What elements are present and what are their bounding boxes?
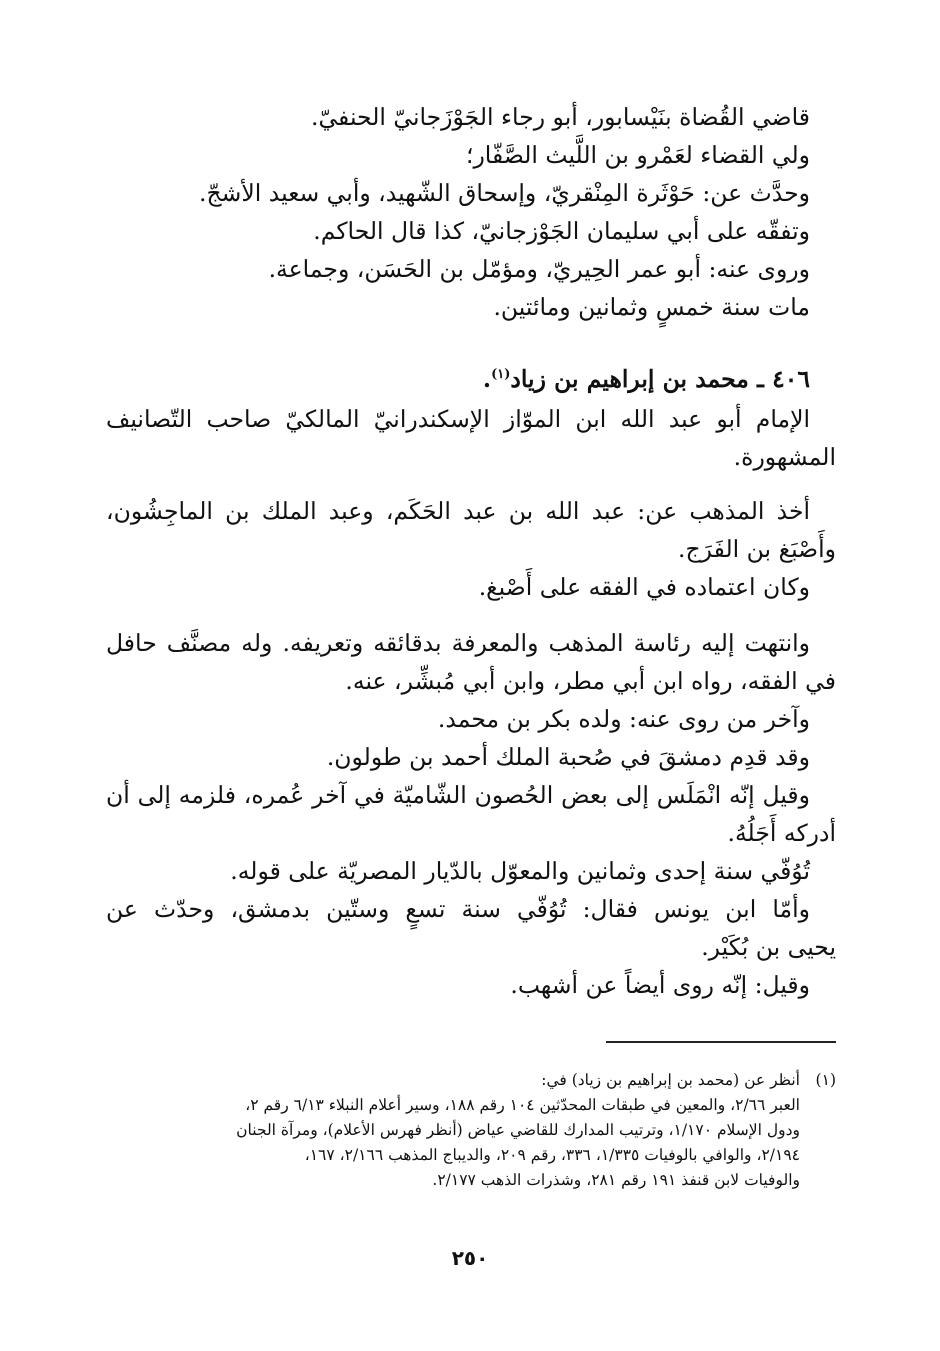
text-line: وروى عنه: أبو عمر الحِيريّ، ومؤمّل بن الحَسَن، وجماعة. [268, 255, 810, 283]
text-line: أدركه أَجَلُهُ. [727, 819, 836, 847]
footnote-text: ودول الإسلام ١/١٧٠، وترتيب المدارك للقاضي عياض (أنظر فهرس الأعلام)، ومرآة الجنان [236, 1121, 800, 1139]
entry-title-period: . [482, 365, 492, 393]
entry-title: ٤٠٦ ـ محمد بن إبراهيم بن زياد [510, 365, 810, 393]
entry-body [106, 492, 836, 606]
text-line: وتفقّه على أبي سليمان الجَوْزجانيّ، كذا قال الحاكم. [313, 217, 810, 245]
text-line: وقيل إنّه انْمَلَس إلى بعض الحُصون الشّاميّة في آخر عُمره، فلزمه إلى أن [106, 781, 810, 809]
footnotes [106, 1068, 836, 1193]
text-line: وأَصْبَغ بن الفَرَج. [678, 535, 836, 563]
text-line: في الفقه، رواه ابن أبي مطر، وابن أبي مُبشِّر، عنه. [345, 667, 836, 695]
text-line: وحدَّث عن: حَوْثَرة المِنْقريّ، وإسحاق الشّهيد، وأبي سعيد الأشجّ. [199, 179, 810, 207]
page-number: ٢٥٠ [451, 1246, 489, 1270]
text-line: قاضي القُضاة بنَيْسابور، أبو رجاء الجَوْزَجانيّ الحنفيّ. [311, 103, 810, 131]
text-line: وآخر من روى عنه: ولده بكر بن محمد. [437, 705, 810, 733]
footnote-marker: (١) [815, 1071, 836, 1089]
text-line: تُوُفّي سنة إحدى وثمانين والمعوّل بالدّيار المصريّة على قوله. [230, 857, 810, 885]
footnote-text: العبر ٢/٦٦، والمعين في طبقات المحدّثين ١٠٤ رقم ١٨٨، وسير أعلام النبلاء ٦/١٣ رقم ٢، [245, 1096, 800, 1114]
previous-entry-continuation [106, 98, 836, 326]
text-line: أخذ المذهب عن: عبد الله بن عبد الحَكَم، وعبد الملك بن الماجِشُون، [106, 497, 810, 525]
footnote-separator [606, 1041, 836, 1043]
text-line: المشهورة. [733, 443, 836, 471]
text-line: الإمام أبو عبد الله ابن الموّاز الإسكندرانيّ المالكيّ صاحب التّصانيف [106, 405, 810, 433]
text-line: يحيى بن بُكَيْر. [701, 933, 836, 961]
text-line: ولي القضاء لعَمْرو بن اللَّيث الصَّفّار؛ [465, 141, 810, 169]
footnote-reference: (١) [491, 367, 511, 383]
text-line: مات سنة خمسٍ وثمانين ومائتين. [493, 293, 810, 321]
entry-heading [106, 360, 836, 398]
text-line: وقيل: إنّه روى أيضاً عن أشهب. [510, 971, 810, 999]
text-line: وأمّا ابن يونس فقال: تُوُفّي سنة تسعٍ وستّين بدمشق، وحدّث عن [106, 895, 810, 923]
text-line: وانتهت إليه رئاسة المذهب والمعرفة بدقائقه وتعريفه. وله مصنَّف حافل [106, 629, 810, 657]
entry-body [106, 400, 836, 476]
text-line: وقد قدِم دمشقَ في صُحبة الملك أحمد بن طولون. [326, 743, 810, 771]
footnote-text: أنظر عن (محمد بن إبراهيم بن زياد) في: [541, 1071, 800, 1089]
entry-body [106, 624, 836, 1004]
text-line: وكان اعتماده في الفقه على أَصْبغ. [478, 573, 810, 601]
footnote-text: والوفيات لابن قنفذ ١٩١ رقم ٢٨١، وشذرات الذهب ٢/١٧٧. [432, 1171, 800, 1189]
footnote-text: ٢/١٩٤، والوافي بالوفيات ١/٣٣٥، ٣٣٦، رقم ٢٠٩، والديباج المذهب ٢/١٦٦، ١٦٧، [304, 1146, 800, 1164]
